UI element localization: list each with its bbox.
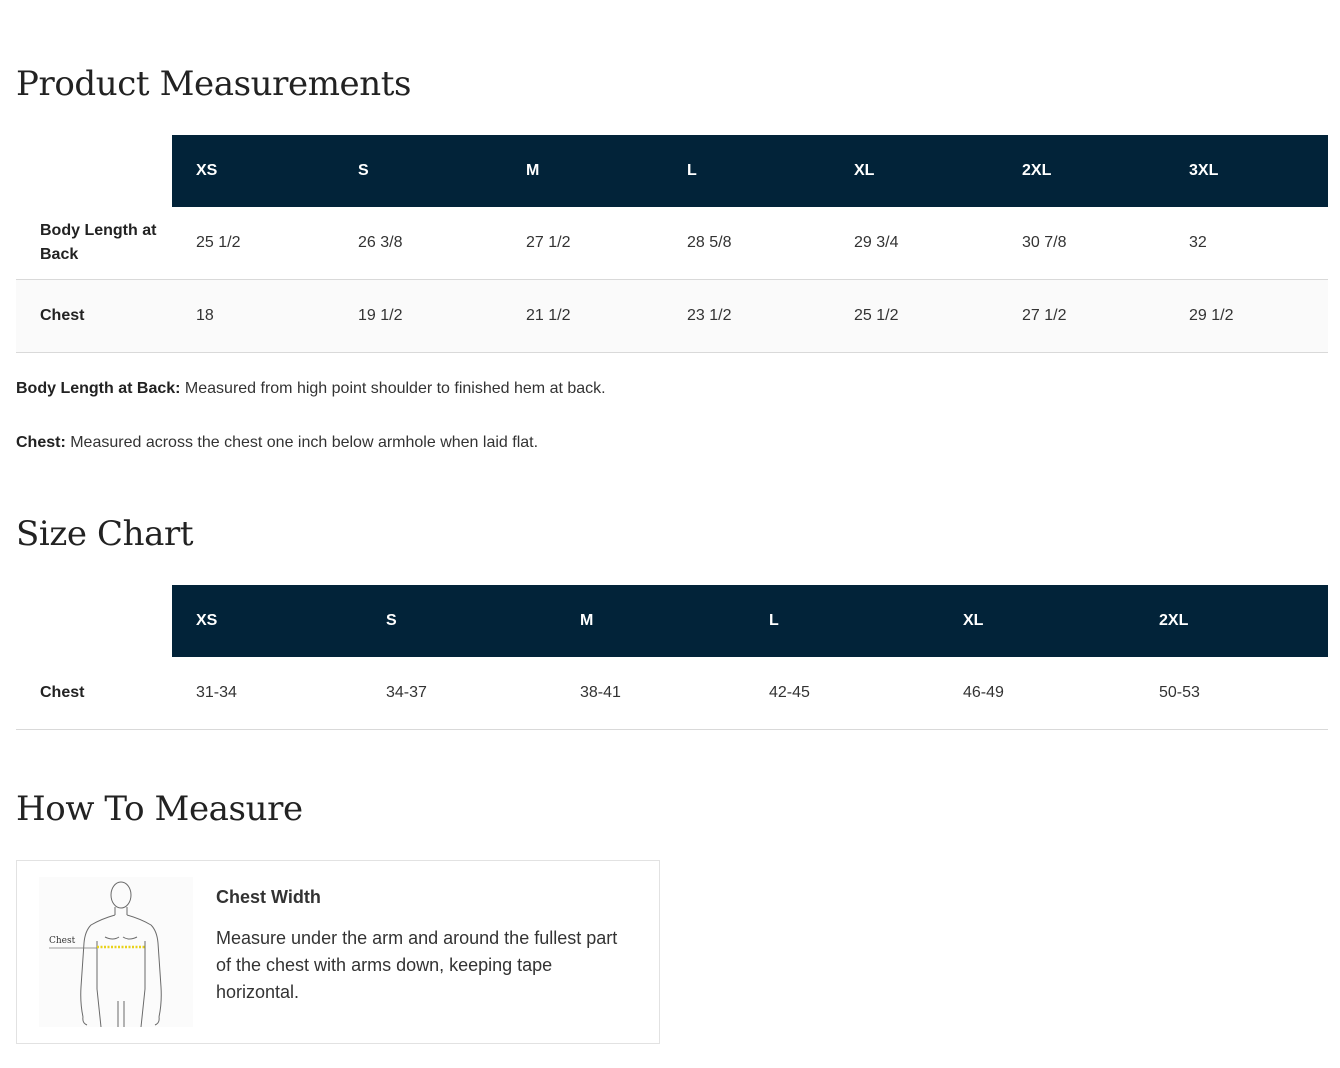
measurement-note-chest <box>16 434 538 452</box>
product-measurements-title: Product Measurements <box>16 64 412 104</box>
header-corner <box>16 135 172 207</box>
table-cell: 38-41 <box>556 657 745 730</box>
size-header: S <box>362 585 556 657</box>
note-text: Measured across the chest one inch below armhole when laid flat. <box>65 434 539 451</box>
table-cell: 19 1/2 <box>334 280 502 353</box>
figure-chest-label: Chest <box>49 936 76 946</box>
table-row <box>16 657 1328 730</box>
size-header: L <box>745 585 939 657</box>
table-cell: 26 3/8 <box>334 207 502 280</box>
size-header: L <box>663 135 830 207</box>
table-cell: 27 1/2 <box>502 207 663 280</box>
row-label: Chest <box>16 657 172 730</box>
table-cell: 34-37 <box>362 657 556 730</box>
table-cell: 28 5/8 <box>663 207 830 280</box>
chest-width-description: Measure under the arm and around the fullest part of the chest with arms down, keeping tape horizontal. <box>216 928 618 1002</box>
chest-width-card <box>16 860 660 1044</box>
table-cell: 29 1/2 <box>1165 280 1328 353</box>
size-chart-header-row <box>16 585 1328 657</box>
table-cell: 29 3/4 <box>830 207 998 280</box>
size-header: XL <box>939 585 1135 657</box>
size-header: M <box>502 135 663 207</box>
table-cell: 21 1/2 <box>502 280 663 353</box>
table-cell: 50-53 <box>1135 657 1328 730</box>
size-header: M <box>556 585 745 657</box>
row-label: Chest <box>16 280 172 353</box>
size-header: XS <box>172 585 362 657</box>
table-row <box>16 280 1328 353</box>
table-cell: 42-45 <box>745 657 939 730</box>
chest-measurement-figure <box>39 877 193 1027</box>
table-cell: 32 <box>1165 207 1328 280</box>
note-text: Measured from high point shoulder to finished hem at back. <box>180 380 606 397</box>
size-header: 2XL <box>1135 585 1328 657</box>
size-header: 3XL <box>1165 135 1328 207</box>
size-header: XS <box>172 135 334 207</box>
table-cell: 30 7/8 <box>998 207 1165 280</box>
measurement-note-body-length <box>16 380 606 398</box>
table-cell: 31-34 <box>172 657 362 730</box>
table-cell: 23 1/2 <box>663 280 830 353</box>
how-to-measure-title: How To Measure <box>16 789 303 829</box>
size-header: S <box>334 135 502 207</box>
note-term: Body Length at Back: <box>16 380 181 397</box>
chest-width-heading: Chest Width <box>216 887 321 907</box>
header-corner <box>16 585 172 657</box>
size-header: 2XL <box>998 135 1165 207</box>
table-cell: 18 <box>172 280 334 353</box>
body-outline-icon <box>39 877 193 1027</box>
row-label: Body Length at Back <box>16 207 172 280</box>
table-cell: 46-49 <box>939 657 1135 730</box>
size-header: XL <box>830 135 998 207</box>
size-chart-title: Size Chart <box>16 514 194 554</box>
table-cell: 27 1/2 <box>998 280 1165 353</box>
measurements-header-row <box>16 135 1328 207</box>
size-chart-table <box>16 585 1328 730</box>
table-row <box>16 207 1328 280</box>
table-cell: 25 1/2 <box>172 207 334 280</box>
note-term: Chest: <box>16 434 66 451</box>
product-measurements-table <box>16 135 1328 353</box>
table-cell: 25 1/2 <box>830 280 998 353</box>
